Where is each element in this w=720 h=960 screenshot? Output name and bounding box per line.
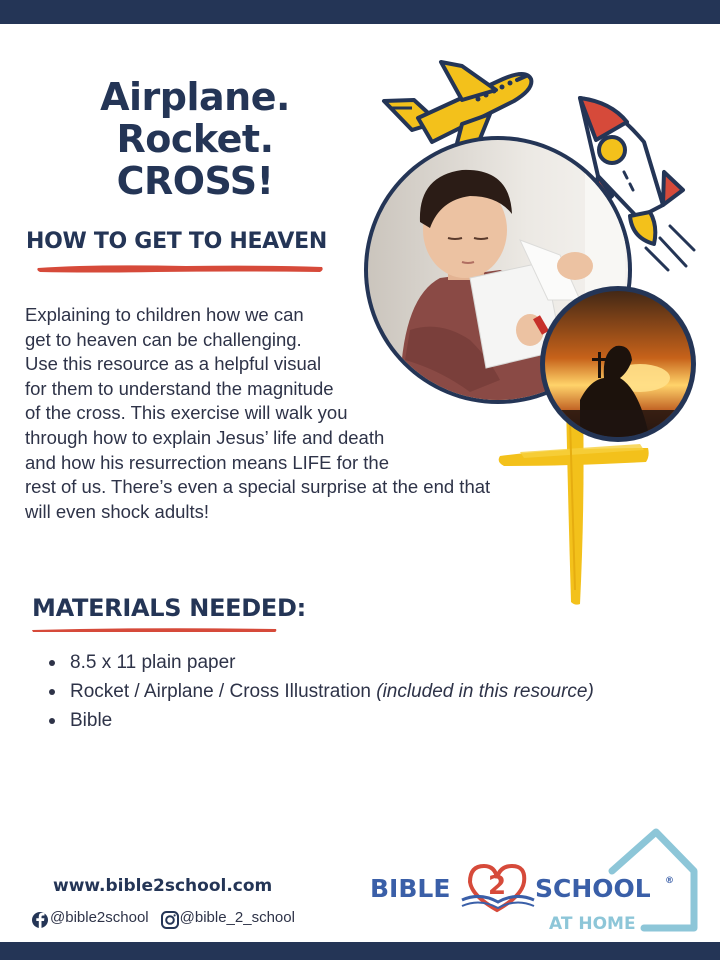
materials-underline (30, 626, 280, 634)
material-illustration: Rocket / Airplane / Cross Illustration (70, 681, 377, 702)
logo-registered-mark: ® (665, 876, 674, 886)
website-link[interactable]: www.bible2school.com (53, 876, 273, 896)
description-line: will even shock adults! (25, 500, 210, 522)
title-line-2: CROSS! (116, 159, 274, 203)
section-heading: HOW TO GET TO HEAVEN (26, 229, 327, 254)
description-line: for them to understand the magnitude (25, 377, 334, 399)
heading-brush-underline (36, 262, 326, 274)
facebook-icon-spacer (31, 910, 47, 926)
instagram-handle[interactable]: @bible_2_school (179, 909, 295, 926)
material-illustration-note: (included in this resource) (376, 681, 594, 702)
description-line: Explaining to children how we can (25, 304, 304, 325)
description-paragraph (25, 303, 585, 524)
title-line-1: Airplane. Rocket. (100, 75, 290, 161)
list-item (48, 706, 594, 735)
description-line: get to heaven can be challenging. (25, 328, 302, 350)
social-handles (31, 909, 295, 926)
materials-list (48, 648, 594, 735)
description-line: and how his resurrection means LIFE for the (25, 451, 390, 473)
logo-word-bible: BIBLE (370, 874, 451, 903)
list-item (48, 648, 594, 677)
description-line: rest of us. There’s even a special surprise at the end that (25, 476, 491, 498)
material-bible: Bible (70, 710, 113, 731)
description-line: of the cross. This exercise will walk you (25, 402, 348, 424)
logo-numeral: 2 (488, 871, 507, 901)
material-paper: 8.5 x 11 plain paper (70, 652, 236, 673)
logo-word-school: SCHOOL (535, 874, 651, 903)
facebook-handle[interactable]: @bible2school (50, 909, 149, 926)
logo-subtitle: AT HOME (549, 914, 636, 934)
description-line: Use this resource as a helpful visual (25, 353, 322, 375)
bottom-banner-bar (0, 942, 720, 960)
materials-heading: MATERIALS NEEDED: (32, 594, 306, 622)
description-line: through how to explain Jesus’ life and death (25, 426, 385, 448)
instagram-icon-spacer (161, 910, 177, 926)
list-item (48, 677, 594, 706)
